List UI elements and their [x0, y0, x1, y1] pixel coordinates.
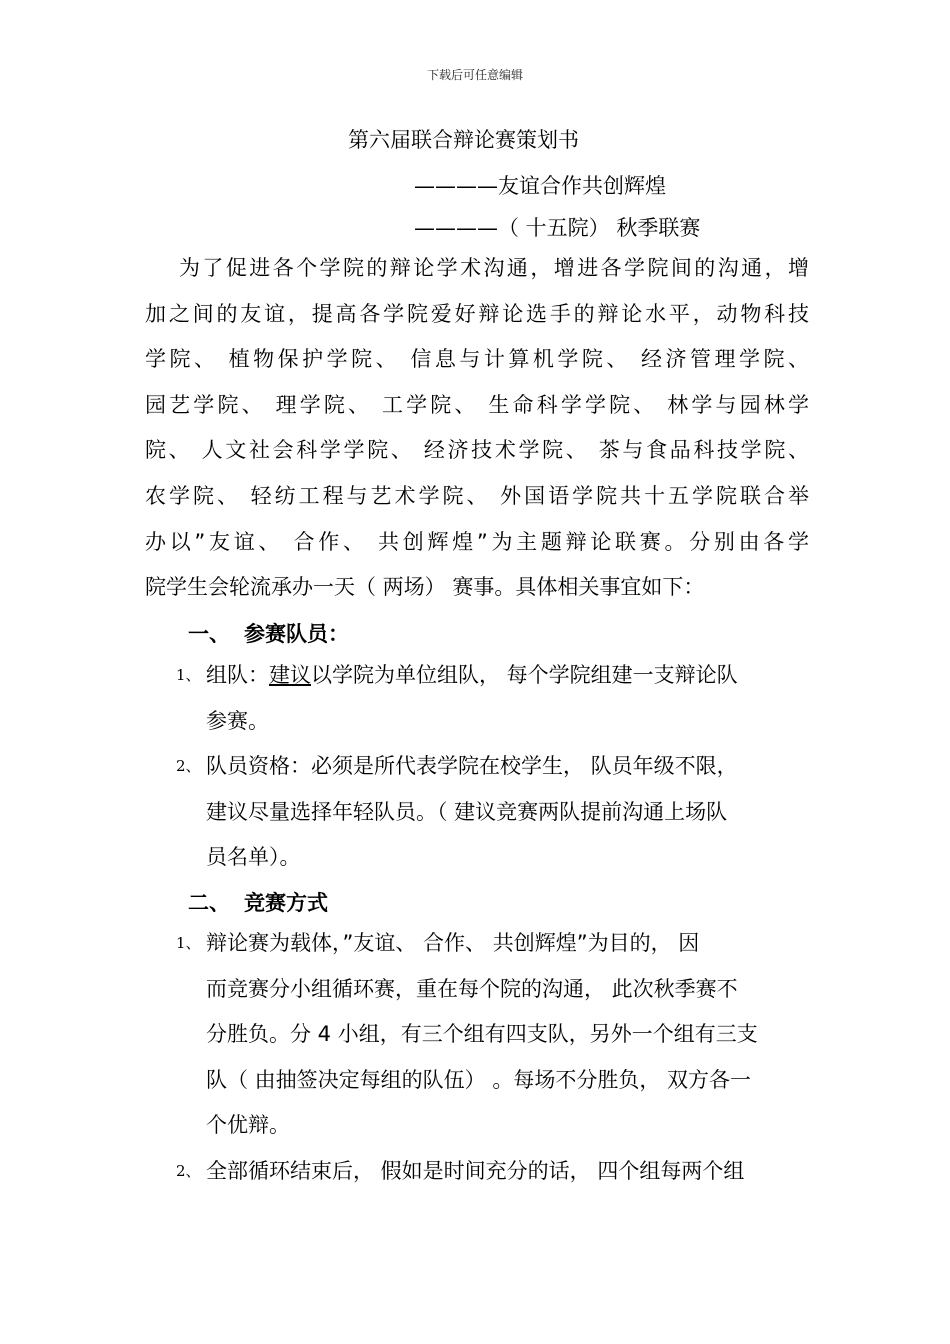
- subtitle-1: ————友谊合作共创辉煌: [414, 174, 666, 198]
- item-continuation: 队（ 由抽签决定每组的队伍） 。每场不分胜负， 双方各一: [206, 1067, 752, 1092]
- section-heading-1: [188, 618, 349, 648]
- item-label: 组队：: [206, 663, 269, 687]
- underlined-text: 建议: [269, 663, 311, 687]
- document-title: 第六届联合辩论赛策划书: [348, 128, 579, 152]
- subtitle-2: ————（ 十五院） 秋季联赛: [414, 216, 701, 240]
- list-item: [176, 653, 809, 744]
- intro-line: 园艺学院、 理学院、 工学院、 生命科学学院、 林学与园林学: [145, 392, 809, 417]
- intro-line: 办以”友谊、 合作、 共创辉煌”为主题辩论联赛。分别由各学: [145, 529, 809, 554]
- section-number: 二、: [188, 891, 230, 915]
- section-number: 一、: [188, 622, 230, 646]
- item-continuation: 参赛。: [206, 708, 269, 733]
- item-continuation: 员名单）。: [206, 845, 301, 870]
- item-number: 1、: [176, 666, 201, 684]
- item-number: 2、: [176, 1162, 201, 1180]
- intro-line: 加之间的友谊，提高各学院爱好辩论选手的辩论水平，动物科技: [145, 301, 809, 326]
- item-rest: 以学院为单位组队， 每个学院组建一支辩论队: [311, 663, 738, 687]
- item-text: 辩论赛为载体，”友谊、 合作、 共创辉煌”为目的， 因: [206, 931, 700, 955]
- list-item: [176, 744, 809, 881]
- intro-line: 院、 人文社会科学学院、 经济技术学院、 茶与食品科技学院、: [145, 438, 809, 463]
- section-title: 竞赛方式: [244, 891, 328, 915]
- intro-line: 学院、 植物保护学院、 信息与计算机学院、 经济管理学院、: [145, 347, 809, 372]
- item-continuation: 分胜负。分 4 小组，有三个组有四支队，另外一个组有三支: [206, 1022, 758, 1047]
- item-number: 2、: [176, 757, 201, 775]
- header-note: 下载后可任意编辑: [426, 68, 523, 82]
- section-title: 参赛队员：: [244, 622, 349, 646]
- item-number: 1、: [176, 934, 201, 952]
- item-continuation: 而竞赛分小组循环赛，重在每个院的沟通， 此次秋季赛不: [206, 976, 738, 1001]
- list-item: [176, 921, 809, 1149]
- item-text: 全部循环结束后， 假如是时间充分的话， 四个组每两个组: [206, 1159, 745, 1183]
- section-heading-2: [188, 887, 328, 917]
- item-text: [206, 653, 809, 699]
- intro-line: 院学生会轮流承办一天（ 两场） 赛事。具体相关事宜如下：: [145, 575, 705, 600]
- intro-paragraph: [145, 246, 809, 611]
- item-text: 队员资格：必须是所代表学院在校学生， 队员年级不限，: [206, 754, 738, 778]
- item-continuation: 建议尽量选择年轻队员。（ 建议竞赛两队提前沟通上场队: [206, 799, 728, 824]
- list-item: [176, 1149, 809, 1195]
- intro-line: 农学院、 轻纺工程与艺术学院、 外国语学院共十五学院联合举: [145, 483, 809, 508]
- intro-line: 为了促进各个学院的辩论学术沟通，增进各学院间的沟通，增: [179, 256, 809, 280]
- item-continuation: 个优辩。: [206, 1113, 290, 1138]
